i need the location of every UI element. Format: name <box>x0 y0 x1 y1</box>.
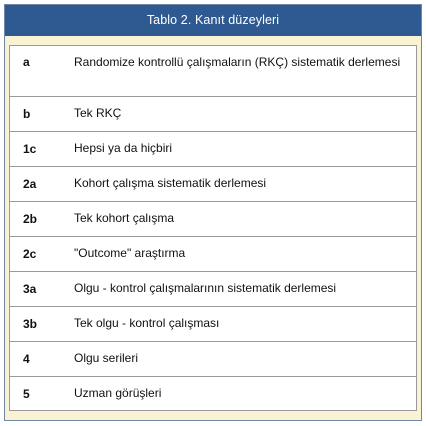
level-description: Tek RKÇ <box>74 106 122 120</box>
level-description: Hepsi ya da hiçbiri <box>74 141 173 155</box>
level-description: Randomize kontrollü çalışmaların (RKÇ) sistematik derlemesi <box>74 55 401 69</box>
level-code: 4 <box>23 352 30 366</box>
table-row <box>9 236 417 271</box>
level-description: Tek olgu - kontrol çalışması <box>74 316 220 330</box>
level-code: 2b <box>23 212 38 226</box>
level-code: 1c <box>23 142 37 156</box>
level-code: 2a <box>23 177 37 191</box>
level-description: Tek kohort çalışma <box>74 211 175 225</box>
level-description: "Outcome" araştırma <box>74 246 186 260</box>
table-row <box>9 131 417 166</box>
level-code: 2c <box>23 247 37 261</box>
table-row <box>9 45 417 96</box>
table-row <box>9 96 417 131</box>
table-row <box>9 341 417 376</box>
level-description: Olgu serileri <box>74 351 139 365</box>
table-body <box>5 36 421 420</box>
level-code: 3a <box>23 282 37 296</box>
table-row <box>9 376 417 411</box>
table-row <box>9 306 417 341</box>
level-code: b <box>23 107 31 121</box>
level-description: Kohort çalışma sistematik derlemesi <box>74 176 267 190</box>
table-title: Tablo 2. Kanıt düzeyleri <box>5 5 421 36</box>
table-row <box>9 201 417 236</box>
level-description: Olgu - kontrol çalışmalarının sistematik derlemesi <box>74 281 337 295</box>
level-code: a <box>23 55 30 69</box>
level-code: 5 <box>23 387 30 401</box>
table-row <box>9 271 417 306</box>
level-description: Uzman görüşleri <box>74 386 162 400</box>
table-row <box>9 166 417 201</box>
evidence-levels-table <box>4 4 422 421</box>
level-code: 3b <box>23 317 38 331</box>
